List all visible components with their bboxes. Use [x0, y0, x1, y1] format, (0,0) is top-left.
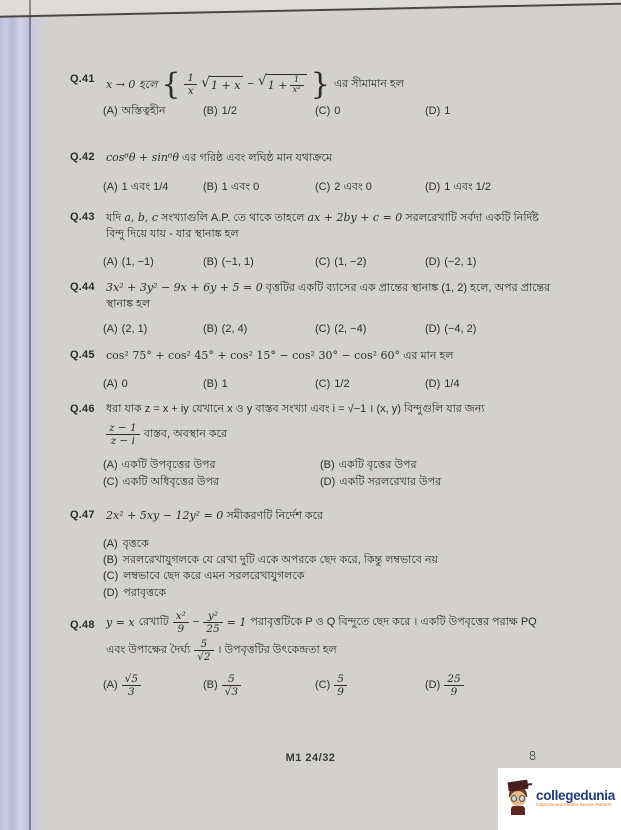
option-value: একটি অধিবৃত্তের উপর [122, 476, 219, 489]
option-d [425, 377, 460, 393]
option-label: (C) [103, 476, 119, 489]
question-42 [70, 150, 615, 197]
fraction: $\frac{√5}{3}$ [122, 673, 141, 698]
option-label: (D) [425, 377, 441, 390]
question-number: Q.47 [70, 509, 95, 521]
question-number: Q.45 [70, 349, 95, 361]
question-43 [70, 210, 615, 272]
question-number: Q.46 [70, 403, 95, 415]
page-number: ৪ [528, 747, 538, 763]
collegedunia-logo [498, 768, 621, 830]
option-b [203, 673, 241, 698]
question-text: x → 0 হলে { $\frac{1}{x}$ √ 1 + x − √ 1 + $\frac{1}{\text{x²}}$ } এর সীমামান হল [106, 66, 404, 102]
option-value: (−2, 1) [444, 255, 477, 268]
option-value: (1, −1) [121, 255, 154, 268]
option-value: (−4, 2) [444, 322, 477, 335]
option-b [203, 377, 228, 393]
option-label: (B) [203, 377, 218, 390]
options-list [70, 536, 615, 601]
option-label: (B) [203, 322, 218, 335]
question-number: Q.44 [70, 281, 95, 293]
option-d [425, 255, 476, 271]
brace-open: { [161, 66, 181, 102]
option-label: (B) [203, 105, 218, 118]
minus-sign: − [192, 615, 200, 628]
option-a [103, 377, 128, 393]
option-d [425, 104, 450, 120]
logo-tagline: India's largest Student Review Platform [536, 803, 612, 808]
fraction: $\frac{1}{\text{x²}}$ [290, 76, 304, 96]
option-a [103, 673, 141, 698]
option-label: (C) [315, 377, 331, 390]
question-number: Q.43 [70, 211, 95, 223]
option-value: 1 এবং 1/4 [121, 180, 169, 193]
option-label: (D) [103, 586, 119, 599]
option-b [203, 255, 254, 271]
question-text: cos² 75° + cos² 45° + cos² 15° − cos² 30° − cos² 60° এর মান হল [106, 349, 454, 362]
question-text: যদি a, b, c সংখ্যাগুলি A.P. তে থাকে তাহলে ax + 2by + c = 0 সরলরেখাটি সর্বদা একটি নির্দিষ্ট বিন্দু দিয়ে যায় - যার স্থানাঙ্ক হল [106, 211, 539, 240]
fraction: $\frac{5}{9}$ [334, 673, 347, 698]
option-value: 2 এবং 0 [334, 180, 372, 193]
option-value: (2, 4) [221, 322, 248, 335]
fraction: $\frac{5}{√3}$ [222, 673, 241, 698]
option-c [315, 377, 350, 393]
option-value: 1 এবং 0 [221, 180, 260, 193]
radical-sign: √ [201, 74, 211, 91]
option-value: 0 [121, 377, 128, 390]
option-value: 1/2 [334, 377, 350, 390]
fraction: $\frac{5}{√2}$ [194, 638, 213, 663]
option-value: লম্বভাবে ছেদ করে এমন সরলরেখাযুগলকে [123, 570, 305, 583]
option-label: (D) [425, 180, 441, 193]
option-value: 1 [221, 377, 228, 390]
question-number: Q.42 [70, 151, 95, 163]
option-label: (D) [425, 105, 441, 118]
option-c [315, 104, 340, 120]
glasses-icon [511, 795, 525, 800]
question-41 [70, 66, 615, 121]
option-c [315, 322, 366, 338]
question-text: 3x² + 3y² − 9x + 6y + 5 = 0 বৃত্তটির একটি ব্যাসের এক প্রান্তের স্থানাঙ্ক (1, 2) হলে, অপর প্রান্তের স্থানাঙ্ক হল [106, 281, 551, 310]
option-a [103, 180, 168, 196]
options-row [70, 180, 615, 197]
options-row [70, 475, 615, 492]
radical: √ 1 + x [201, 76, 243, 94]
option-c [103, 568, 615, 584]
option-value: (−1, 1) [221, 255, 254, 268]
option-label: (A) [103, 180, 118, 193]
option-c [315, 673, 347, 698]
option-label: (D) [425, 255, 441, 268]
option-label: (C) [315, 322, 331, 335]
option-c [315, 180, 372, 196]
option-label: (C) [315, 678, 331, 691]
fraction: $\frac{1}{x}$ [184, 72, 197, 97]
option-label: (B) [203, 678, 218, 691]
option-value: একটি উপবৃত্তের উপর [121, 459, 216, 472]
option-d [103, 585, 615, 601]
option-value: 1 [444, 105, 451, 118]
option-label: (C) [315, 105, 331, 118]
option-b [203, 322, 247, 338]
option-label: (A) [103, 537, 118, 550]
option-d [425, 673, 464, 698]
option-label: (D) [425, 322, 441, 335]
logo-wordmark: collegedunia [536, 787, 615, 803]
option-value: 0 [334, 105, 341, 118]
fraction: $\frac{z - 1}{z - i}$ [106, 422, 140, 447]
question-47 [70, 508, 615, 601]
option-a [103, 322, 147, 338]
option-value: (2, 1) [121, 322, 148, 335]
question-44 [70, 280, 615, 339]
option-label: (D) [425, 678, 441, 691]
option-label: (A) [103, 105, 118, 118]
question-45 [70, 348, 615, 394]
options-row [70, 322, 615, 339]
option-a [103, 536, 615, 552]
option-b [203, 180, 259, 196]
minus-sign: − [247, 77, 254, 90]
brace-close: } [310, 66, 330, 102]
footer-code: M1 24/32 [285, 752, 336, 764]
question-46 [70, 402, 615, 492]
option-label: (B) [320, 459, 335, 472]
option-d [425, 322, 476, 338]
fraction: $\frac{\text{x²}}{9}$ [173, 610, 189, 635]
options-row [70, 104, 615, 121]
question-number: Q.41 [70, 73, 95, 85]
options-row [70, 377, 615, 394]
question-text: y = x রেখাটি $\frac{\text{x²}}{9}$ − $\frac{\text{y²}}{25}$ = 1 পরাবৃত্তটিকে P ও Q বিন্দুতে ছেদ করে । একটি উপবৃত্তের পরাক্ষ PQ এবং উপাক্ষের দৈর্ঘ্য $\frac{5}{√2}$ । উপবৃত্তটির উৎকেন্দ্রতা হল [106, 610, 537, 664]
option-c [103, 475, 219, 491]
option-label: (D) [320, 476, 336, 489]
option-label: (A) [103, 459, 118, 472]
option-d [425, 180, 491, 196]
fraction: $\frac{\text{y²}}{25}$ [203, 610, 222, 635]
option-a [103, 458, 216, 474]
option-label: (A) [103, 255, 118, 268]
question-text: 2x² + 5xy − 12y² = 0 সমীকরণটি নির্দেশ করে [106, 509, 324, 522]
option-label: (A) [103, 678, 118, 691]
options-row [70, 673, 615, 713]
option-label: (A) [103, 377, 118, 390]
option-label: (C) [103, 570, 119, 583]
option-value: একটি বৃত্তের উপর [338, 459, 417, 472]
option-value: 1 এবং 1/2 [444, 180, 492, 193]
question-48 [70, 610, 615, 713]
radical-sign: √ [257, 72, 267, 89]
option-label: (A) [103, 322, 118, 335]
option-b [320, 458, 417, 474]
option-value: 1/2 [221, 105, 237, 118]
option-value: অস্তিত্বহীন [121, 105, 166, 118]
option-a [103, 255, 154, 271]
option-d [320, 475, 441, 491]
radical: √ 1 + $\frac{1}{\text{x²}}$ [258, 74, 307, 96]
option-label: (C) [315, 255, 331, 268]
question-text: cos⁶θ + sin⁶θ এর গরিষ্ঠ এবং লঘিষ্ঠ মান যথাক্রমে [106, 151, 333, 164]
fraction: $\frac{25}{9}$ [444, 673, 463, 698]
option-label: (B) [203, 180, 218, 193]
option-value: (2, −4) [334, 322, 367, 335]
option-value: 1/4 [444, 377, 460, 390]
option-b [203, 104, 237, 120]
option-label: (B) [103, 554, 118, 567]
option-value: (1, −2) [334, 255, 367, 268]
option-value: বৃত্তকে [122, 537, 149, 550]
option-value: সরলরেখাযুগলকে যে রেখা দুটি একে অপরকে ছেদ করে, কিন্তু লম্বভাবে নয় [122, 554, 438, 567]
question-number: Q.48 [70, 619, 95, 631]
options-row [70, 255, 615, 272]
options-row [70, 458, 615, 475]
question-text: ধরা যাক z = x + iy যেখানে x ও y বাস্তব সংখ্যা এবং i = √−1 । (x, y) বিন্দুগুলি যার জন্য $\frac{z - 1}{z - i}$ বাস্তব, অবস্থান করে [106, 403, 485, 447]
option-a [103, 104, 166, 120]
option-c [315, 255, 366, 271]
option-label: (B) [203, 255, 218, 268]
option-b [103, 552, 615, 568]
option-value: পরাবৃত্তকে [123, 586, 167, 599]
option-label: (C) [315, 180, 331, 193]
option-value: একটি সরলরেখার উপর [339, 476, 442, 489]
graduate-mascot-icon [506, 781, 532, 817]
